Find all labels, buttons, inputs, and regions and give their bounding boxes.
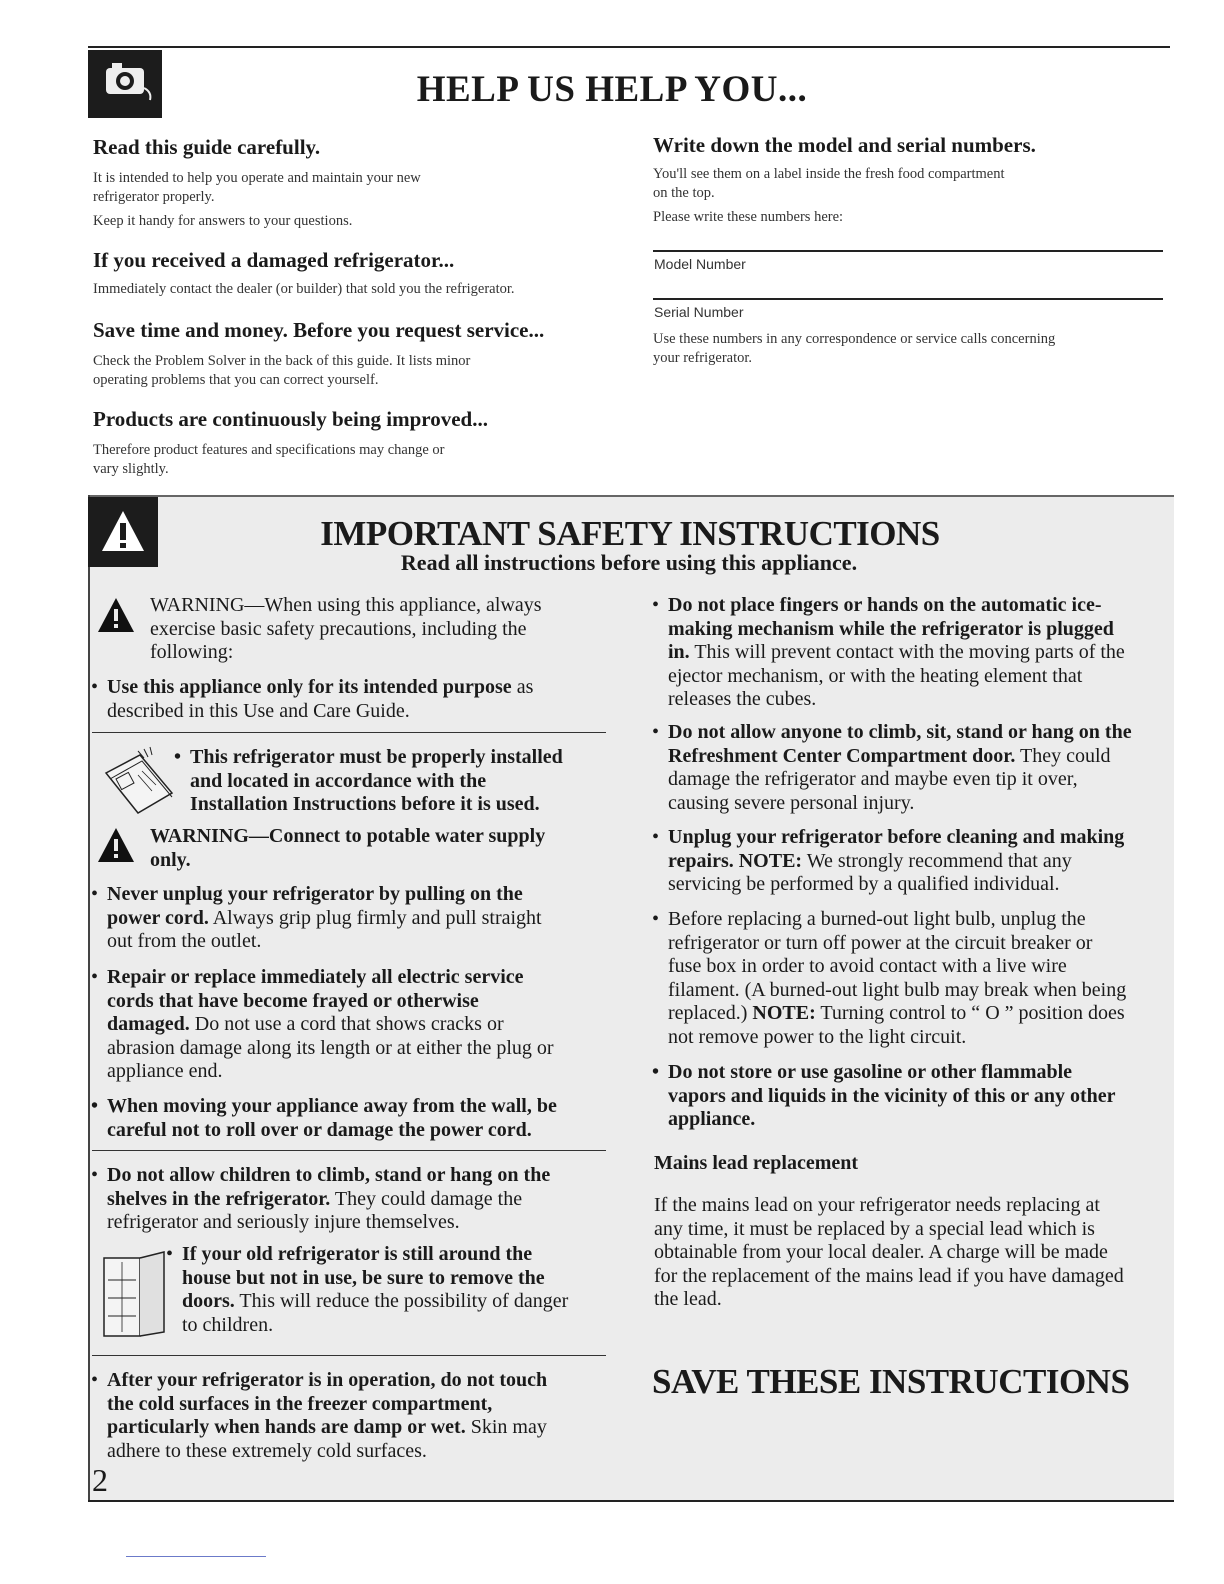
bottom-rule	[88, 1500, 1174, 1502]
save-time-section	[93, 318, 613, 390]
bullet-gasoline: • Do not store or use gasoline or other flammable vapors and liquids in the vicinity of this or any other appliance.	[668, 1061, 1168, 1132]
bullet-text: filament. (A burned-out light bulb may break when being	[668, 978, 1127, 1001]
bullet-unplug: • Never unplug your refrigerator by pulling on the power cord. Always grip plug firmly and pull straight out from the outlet.	[107, 883, 607, 954]
section-text: Immediately contact the dealer (or builder) that sold you the refrigerator.	[93, 281, 515, 297]
top-rule	[88, 46, 1170, 48]
bullet-bold: the cold surfaces in the freezer compartment,	[107, 1392, 493, 1415]
bullet-bold: When moving your appliance away from the wall, be	[107, 1095, 557, 1117]
bullet-bold: appliance.	[668, 1108, 756, 1130]
warning-text: WARNING—When using this appliance, always	[150, 594, 542, 616]
bullet-text: adhere to these extremely cold surfaces.	[107, 1439, 427, 1462]
bullet-text: abrasion damage along its length or at either the plug or	[107, 1036, 554, 1059]
bullet-bold: Refreshment Center Compartment door.	[668, 744, 1016, 767]
bullet-bold: This refrigerator must be properly installed	[190, 746, 563, 768]
bullet-text: not remove power to the light circuit.	[668, 1025, 967, 1048]
read-guide-section	[93, 135, 613, 231]
bullet-bold: Repair or replace immediately all electric service	[107, 966, 524, 988]
bullet-cold-surfaces: • After your refrigerator is in operation, do not touch the cold surfaces in the freezer compartment, particularly when hands are damp or wet. Skin may adhere to these extremely cold surfaces.	[107, 1369, 607, 1463]
bullet-bold: Do not allow anyone to climb, sit, stand or hang on the	[668, 721, 1132, 743]
bullet-text: They could damage the	[330, 1187, 523, 1210]
refrigerator-icon	[100, 1250, 170, 1345]
bullet-text: refrigerator and seriously injure themselves.	[107, 1211, 460, 1233]
bullet-bold: making mechanism while the refrigerator is plugged	[668, 617, 1114, 640]
section-text: Therefore product features and specifications may change or	[93, 442, 445, 458]
serial-number-label: Serial Number	[654, 304, 744, 320]
bullet-text: Do not use a cord that shows cracks or	[189, 1013, 504, 1035]
safety-top-rule	[88, 495, 1174, 497]
divider	[92, 732, 606, 733]
section-heading: Write down the model and serial numbers.	[653, 133, 1036, 157]
warning-text: exercise basic safety precautions, including the	[150, 617, 527, 640]
section-text: operating problems that you can correct yourself.	[93, 372, 379, 388]
damaged-section	[93, 248, 613, 299]
numbers-note	[653, 330, 1173, 368]
bullet-text: fuse box in order to avoid contact with a live wire	[668, 955, 1067, 977]
bullet-text: Always grip plug firmly and pull straight	[208, 906, 542, 929]
paragraph-text: for the replacement of the mains lead if you have damaged	[654, 1264, 1124, 1287]
bullet-text: They could	[1015, 744, 1111, 767]
bullet-text: described in this Use and Care Guide.	[107, 699, 410, 722]
section-text: It is intended to help you operate and maintain your new	[93, 170, 421, 186]
bullet-bold: careful not to roll over or damage the power cord.	[107, 1118, 532, 1141]
paragraph-text: any time, it must be replaced by a special lead which is	[654, 1217, 1095, 1240]
bullet-installation: • This refrigerator must be properly installed and located in accordance with the Installation Instructions before it is used.	[190, 746, 610, 817]
bullet-bold: power cord.	[107, 906, 209, 929]
section-text: vary slightly.	[93, 461, 169, 477]
bullet-bold: Do not place fingers or hands on the automatic ice-	[668, 594, 1102, 616]
section-heading: If you received a damaged refrigerator...	[93, 248, 455, 272]
bullet-text: appliance end.	[107, 1060, 223, 1082]
bullet-bold: in.	[668, 641, 690, 663]
bullet-bold: cords that have become frayed or otherwise	[107, 989, 479, 1012]
bullet-text: Turning control to “ O ” position does	[815, 1002, 1125, 1024]
warning-text: following:	[150, 641, 234, 663]
page-number: 2	[92, 1462, 108, 1498]
section-text: on the top.	[653, 185, 715, 201]
bullet-bold: Unplug your refrigerator before cleaning and making	[668, 826, 1125, 848]
bullet-text: to children.	[182, 1313, 274, 1336]
divider	[92, 1355, 606, 1356]
bullet-bold: house but not in use, be sure to remove the	[182, 1266, 545, 1289]
model-number-field[interactable]	[653, 250, 1163, 252]
section-text: You'll see them on a label inside the fresh food compartment	[653, 166, 1005, 182]
safety-left-edge	[88, 495, 90, 1502]
page-title: HELP US HELP YOU...	[416, 69, 808, 110]
bullet-unplug-cleaning: • Unplug your refrigerator before cleaning and making repairs. NOTE: We strongly recommend that any servicing be performed by a qualified individual.	[668, 826, 1168, 897]
section-text: refrigerator properly.	[93, 189, 215, 205]
products-section	[93, 407, 613, 479]
safety-subtitle: Read all instructions before using this appliance.	[400, 550, 858, 575]
bullet-text: Skin may	[465, 1416, 547, 1438]
bullet-bold: Do not store or use gasoline or other flammable	[668, 1061, 1073, 1083]
bullet-light-bulb: • Before replacing a burned-out light bulb, unplug the refrigerator or turn off power at the circuit breaker or fuse box in order to avoid contact with a live wire filament. (A burned-out light bulb may break when being replaced.) NOTE: Turning control to “ O ” position does not remove power to the light circuit.	[668, 908, 1173, 1049]
bullet-text: refrigerator or turn off power at the circuit breaker or	[668, 931, 1093, 954]
section-text: Use these numbers in any correspondence or service calls concerning	[653, 331, 1056, 347]
serial-number-field[interactable]	[653, 298, 1163, 300]
mains-paragraph	[654, 1194, 1169, 1312]
safety-title: IMPORTANT SAFETY INSTRUCTIONS	[320, 514, 940, 553]
bullet-bold: vapors and liquids in the vicinity of this or any other	[668, 1084, 1116, 1107]
section-text: your refrigerator.	[653, 350, 753, 366]
section-heading: Save time and money. Before you request service...	[93, 318, 545, 342]
bullet-moving: • When moving your appliance away from the wall, be careful not to roll over or damage the power cord.	[107, 1095, 607, 1142]
bullet-cords: • Repair or replace immediately all electric service cords that have become frayed or otherwise damaged. Do not use a cord that shows cracks or abrasion damage along its length or at either the plug or appliance end.	[107, 966, 607, 1084]
bullet-bold: doors.	[182, 1290, 235, 1312]
bullet-text: releases the cubes.	[668, 688, 817, 710]
divider	[92, 1150, 606, 1151]
bullet-bold: Installation Instructions before it is used.	[190, 793, 540, 815]
bullet-bold: shelves in the refrigerator.	[107, 1187, 331, 1210]
section-heading: Products are continuously being improved...	[93, 407, 488, 431]
section-text: Please write these numbers here:	[653, 209, 844, 225]
paragraph-text: the lead.	[654, 1288, 722, 1310]
bullet-text: This will reduce the possibility of danger	[234, 1290, 569, 1312]
bullet-text: This will prevent contact with the moving parts of the	[689, 641, 1125, 663]
warning-text: only.	[150, 848, 191, 871]
bullet-text: replaced.)	[668, 1002, 753, 1024]
paragraph-text: If the mains lead on your refrigerator needs replacing at	[654, 1194, 1100, 1216]
section-heading: Read this guide carefully.	[93, 135, 321, 159]
bullet-bold: particularly when hands are damp or wet.	[107, 1416, 466, 1438]
warning-general	[150, 594, 610, 665]
bullet-ice-maker: • Do not place fingers or hands on the automatic ice- making mechanism while the refrigerator is plugged in. This will prevent contact with the moving parts of the ejector mechanism, or with the heating element that releases the cubes.	[668, 594, 1168, 712]
model-serial-section	[653, 133, 1163, 227]
warning-text: WARNING—Connect to potable water supply	[150, 825, 546, 847]
bullet-text: out from the outlet.	[107, 930, 262, 952]
bullet-bold: Never unplug your refrigerator by pulling on the	[107, 883, 523, 905]
bullet-bold: NOTE:	[752, 1002, 816, 1024]
bullet-bold: and located in accordance with the	[190, 769, 487, 792]
instruction-book-icon	[98, 745, 178, 825]
bullet-text: as	[511, 676, 534, 698]
bullet-text: servicing be performed by a qualified individual.	[668, 873, 1060, 895]
bullet-children: • Do not allow children to climb, stand or hang on the shelves in the refrigerator. They could damage the refrigerator and seriously injure themselves.	[107, 1164, 607, 1235]
section-text: Check the Problem Solver in the back of this guide. It lists minor	[93, 353, 471, 369]
warning-water	[150, 825, 610, 872]
bullet-bold: After your refrigerator is in operation, do not touch	[107, 1369, 548, 1391]
warning-icon	[96, 826, 136, 871]
section-text: Keep it handy for answers to your questions.	[93, 213, 353, 229]
mains-heading: Mains lead replacement	[654, 1152, 859, 1174]
bullet-text: Before replacing a burned-out light bulb, unplug the	[668, 908, 1086, 930]
bullet-text: damage the refrigerator and maybe even tip it over,	[668, 768, 1078, 790]
bullet-text: causing severe personal injury.	[668, 791, 915, 814]
bullet-bold: repairs. NOTE:	[668, 849, 803, 872]
bullet-text: ejector mechanism, or with the heating element that	[668, 664, 1083, 687]
bullet-bold: Use this appliance only for its intended purpose	[107, 676, 512, 698]
bullet-text: We strongly recommend that any	[802, 849, 1072, 872]
save-instructions-title: SAVE THESE INSTRUCTIONS	[652, 1362, 1130, 1401]
bullet-bold: damaged.	[107, 1013, 190, 1035]
bullet-refreshment-door: • Do not allow anyone to climb, sit, stand or hang on the Refreshment Center Compartment door. They could damage the refrigerator and maybe even tip it over, causing severe personal injury.	[668, 721, 1168, 815]
bullet-old-refrigerator: • If your old refrigerator is still around the house but not in use, be sure to remove the doors. This will reduce the possibility of danger to children.	[182, 1243, 607, 1337]
bullet-intended-purpose: • Use this appliance only for its intended purpose as described in this Use and Care Guide.	[107, 676, 607, 723]
bullet-bold: If your old refrigerator is still around the	[182, 1243, 533, 1265]
warning-icon	[96, 596, 136, 641]
paragraph-text: obtainable from your local dealer. A charge will be made	[654, 1241, 1108, 1263]
model-number-label: Model Number	[654, 256, 746, 272]
footer-mark	[126, 1556, 266, 1557]
bullet-bold: Do not allow children to climb, stand or hang on the	[107, 1164, 551, 1186]
